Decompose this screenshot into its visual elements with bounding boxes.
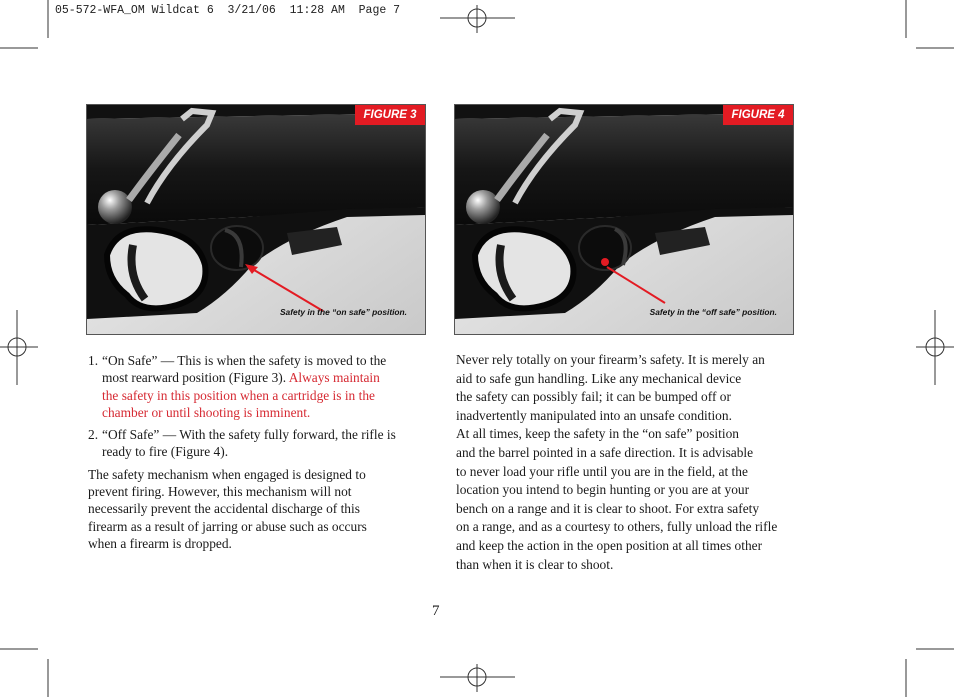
text-segment: most rearward position (Figure 3). [102, 370, 289, 386]
figure-3-label: FIGURE 3 [355, 105, 425, 125]
warning-text: chamber or until shooting is imminent. [102, 404, 311, 420]
text-line: and keep the action in the open position at all times other [456, 537, 763, 553]
text-line: when a firearm is dropped. [88, 535, 232, 551]
warning-text: the safety in this position when a cartridge is in the [102, 387, 375, 403]
right-column [456, 351, 788, 574]
text-line: At all times, keep the safety in the “on safe” position [456, 426, 739, 442]
text-line: firearm as a result of jarring or abuse such as occurs [88, 518, 367, 534]
rifle-safety-on-photo [87, 105, 425, 334]
text-line: prevent firing. However, this mechanism will not [88, 484, 352, 500]
text-line: “Off Safe” — With the safety fully forward, the rifle is [102, 427, 396, 443]
text-line: inadvertently manipulated into an unsafe condition. [456, 407, 732, 423]
figure-3-caption: Safety in the “on safe” position. [279, 307, 407, 317]
list-number: 2. [88, 427, 99, 443]
safety-warning-paragraph [456, 351, 788, 574]
page-number: 7 [432, 603, 440, 619]
text-line: “On Safe” — This is when the safety is moved to the [102, 353, 387, 368]
text-line: and the barrel pointed in a safe direction. It is advisable [456, 444, 754, 460]
warning-text: Always maintain [288, 370, 380, 386]
figure-4-label: FIGURE 4 [723, 105, 793, 125]
text-line: ready to fire (Figure 4). [102, 444, 229, 460]
text-line: location you intend to begin hunting or you are at your [456, 482, 750, 498]
text-line: the safety can possibly fail; it can be bumped off or [456, 389, 731, 405]
text-line: aid to safe gun handling. Like any mechanical device [456, 370, 742, 386]
text-line: to never load your rifle until you are in the field, at the [456, 463, 748, 479]
text-line: bench on a range and it is clear to shoot. For extra safety [456, 500, 760, 516]
rifle-safety-off-photo [455, 105, 793, 334]
text-line: than when it is clear to shoot. [456, 556, 614, 572]
text-line: necessarily prevent the accidental discharge of this [88, 501, 360, 517]
text-line [102, 369, 418, 386]
figure-4-caption: Safety in the “off safe” position. [649, 307, 777, 317]
text-line: Never rely totally on your firearm’s safety. It is merely an [456, 352, 765, 367]
list-item-on-safe [88, 352, 418, 421]
print-slug: 05-572-WFA_OM Wildcat 6 3/21/06 11:28 AM Page 7 [55, 4, 401, 17]
figure-4 [454, 104, 794, 335]
list-item-off-safe [88, 426, 418, 461]
safety-mechanism-paragraph [88, 466, 418, 552]
figure-3 [86, 104, 426, 335]
list-number: 1. [88, 353, 99, 368]
text-line: The safety mechanism when engaged is designed to [88, 466, 366, 482]
left-column [88, 352, 418, 552]
text-line: on a range, and as a courtesy to others, fully unload the rifle [456, 519, 778, 535]
